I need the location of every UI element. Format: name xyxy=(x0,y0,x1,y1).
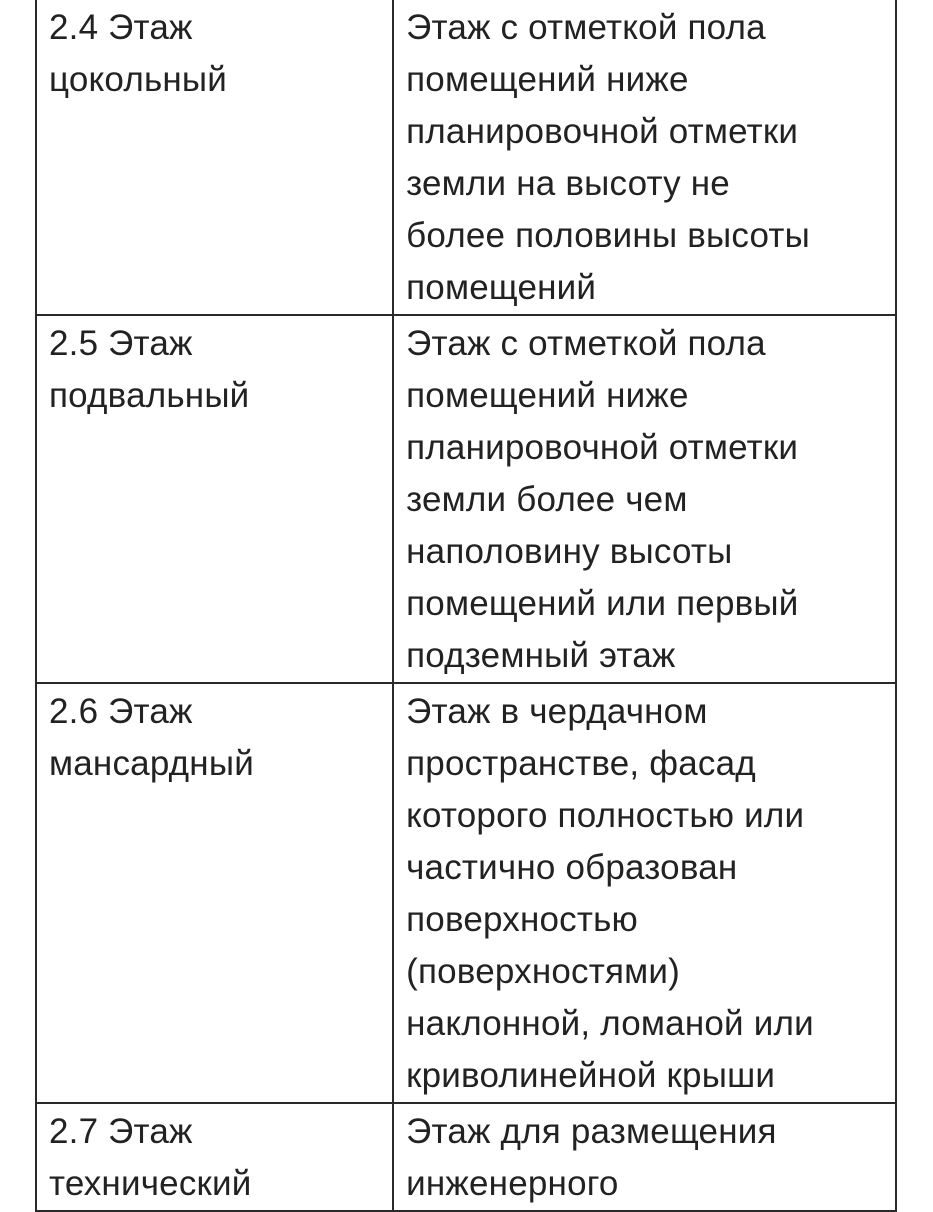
definition-cell xyxy=(393,315,896,683)
term-line: цокольный xyxy=(49,60,228,99)
term-line: 2.7 Этаж xyxy=(49,1112,193,1151)
term-cell xyxy=(36,315,393,683)
definition-line: подземный этаж xyxy=(406,636,676,675)
definition-line: планировочной отметки xyxy=(406,112,799,151)
definition-line: (поверхностями) xyxy=(406,952,680,991)
term-line: 2.6 Этаж xyxy=(49,692,193,731)
table-row xyxy=(36,0,896,315)
term-line: технический xyxy=(49,1164,252,1203)
definition-line: помещений или первый xyxy=(406,584,799,623)
definition-line: пространстве, фасад xyxy=(406,744,756,783)
definition-line: более половины высоты xyxy=(406,216,810,255)
definition-line: наклонной, ломаной или xyxy=(406,1004,814,1043)
term-line: 2.4 Этаж xyxy=(49,8,193,47)
term-cell xyxy=(36,0,393,315)
definition-line: Этаж в чердачном xyxy=(406,692,708,731)
definitions-table xyxy=(35,0,897,1212)
definition-line: Этаж с отметкой пола xyxy=(406,324,766,363)
definition-line: которого полностью или xyxy=(406,796,805,835)
definition-line: Этаж с отметкой пола xyxy=(406,8,766,47)
definition-cell xyxy=(393,1103,896,1211)
definition-cell xyxy=(393,0,896,315)
term-line: мансардный xyxy=(49,744,254,783)
definition-line: криволинейной крыши xyxy=(406,1056,776,1095)
definition-line: помещений ниже xyxy=(406,60,689,99)
definition-line: земли более чем xyxy=(406,480,688,519)
table-row xyxy=(36,1103,896,1211)
definition-cell xyxy=(393,683,896,1103)
term-line: 2.5 Этаж xyxy=(49,324,193,363)
definition-line: наполовину высоты xyxy=(406,532,733,571)
definition-line: Этаж для размещения xyxy=(406,1112,777,1151)
definition-line: земли на высоту не xyxy=(406,164,730,203)
term-cell xyxy=(36,1103,393,1211)
definition-line: помещений ниже xyxy=(406,376,689,415)
term-line: подвальный xyxy=(49,376,250,415)
definition-line: инженерного xyxy=(406,1164,619,1203)
table-row xyxy=(36,315,896,683)
table-row xyxy=(36,683,896,1103)
term-cell xyxy=(36,683,393,1103)
definition-line: помещений xyxy=(406,268,597,307)
definition-line: планировочной отметки xyxy=(406,428,799,467)
definition-line: поверхностью xyxy=(406,900,638,939)
definition-line: частично образован xyxy=(406,848,738,887)
